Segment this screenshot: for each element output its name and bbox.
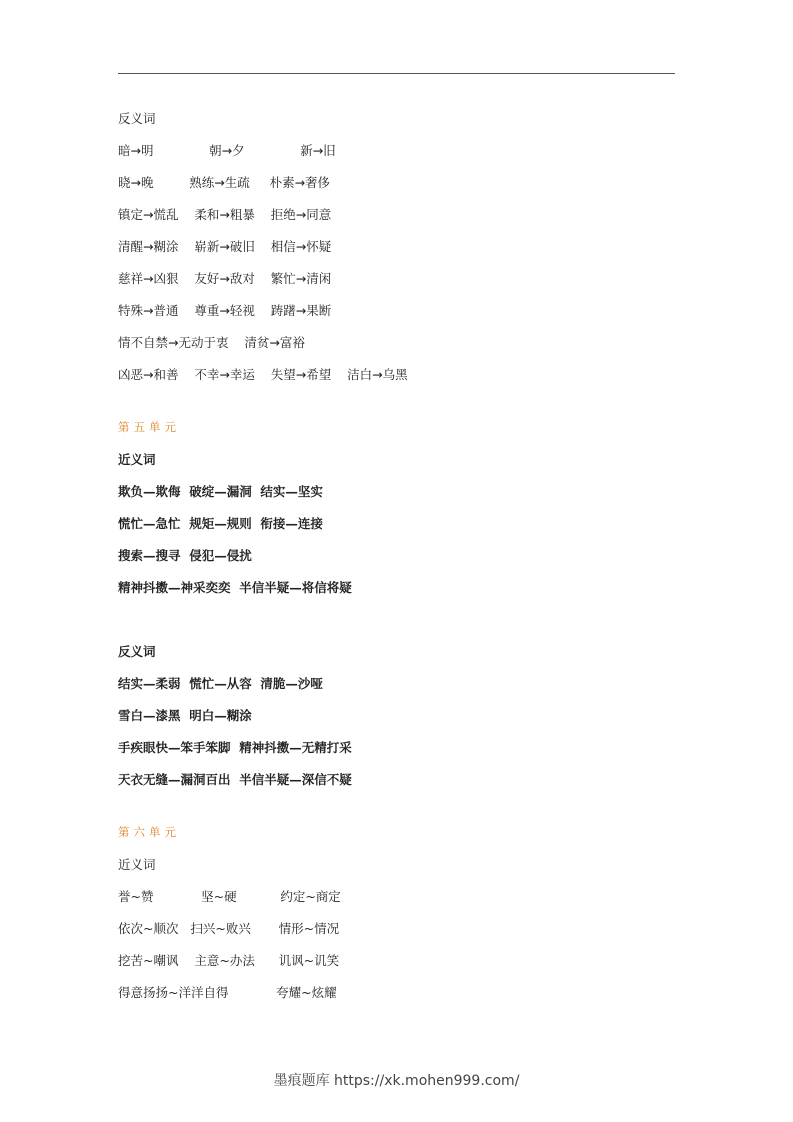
unit4-antonym-line-2: 晓→晚 熟练→生疏 朴素→奢侈 [118, 175, 331, 190]
unit5-synonym-line-3: 搜索—搜寻 侵犯—侵扰 [118, 548, 252, 563]
unit5-title: 第五单元 [118, 420, 180, 434]
unit4-antonym-line-8: 凶恶→和善 不幸→幸运 失望→希望 洁白→乌黑 [118, 367, 408, 382]
unit4-antonyms-heading: 反义词 [118, 111, 156, 126]
unit6-synonym-line-3: 挖苦~嘲讽 主意~办法 讥讽~讥笑 [118, 953, 340, 968]
unit5-synonym-line-2: 慌忙—急忙 规矩—规则 衔接—连接 [118, 516, 323, 531]
header-rule [118, 73, 675, 74]
unit5-synonyms-heading: 近义词 [118, 452, 156, 467]
unit5-antonym-line-3: 手疾眼快—笨手笨脚 精神抖擞—无精打采 [118, 740, 352, 755]
unit4-antonym-line-3: 镇定→慌乱 柔和→粗暴 拒绝→同意 [118, 207, 332, 222]
unit4-antonym-line-4: 清醒→糊涂 崭新→破旧 相信→怀疑 [118, 239, 332, 254]
unit6-synonym-line-2: 依次~顺次 扫兴~败兴 情形~情况 [118, 921, 340, 936]
unit4-antonym-line-6: 特殊→普通 尊重→轻视 踌躇→果断 [118, 303, 332, 318]
unit4-antonym-line-1: 暗→明 朝→夕 新→旧 [118, 143, 336, 158]
unit5-antonym-line-2: 雪白—漆黑 明白—糊涂 [118, 708, 252, 723]
unit6-synonym-line-4: 得意扬扬~洋洋自得 夸耀~炫耀 [118, 985, 337, 1000]
unit5-antonyms-heading: 反义词 [118, 644, 156, 659]
unit6-synonyms-heading: 近义词 [118, 857, 156, 872]
unit5-synonym-line-4: 精神抖擞—神采奕奕 半信半疑—将信将疑 [118, 580, 352, 595]
unit6-title: 第六单元 [118, 825, 180, 839]
unit5-synonym-line-1: 欺负—欺侮 破绽—漏洞 结实—坚实 [118, 484, 323, 499]
unit4-antonym-line-7: 情不自禁→无动于衷 清贫→富裕 [118, 335, 305, 350]
unit4-antonym-line-5: 慈祥→凶狠 友好→敌对 繁忙→清闲 [118, 271, 332, 286]
footer-watermark: 墨痕题库 https://xk.mohen999.com/ [273, 1073, 520, 1089]
unit6-synonym-line-1: 誉~赞 坚~硬 约定~商定 [118, 889, 341, 904]
unit5-antonym-line-1: 结实—柔弱 慌忙—从容 清脆—沙哑 [118, 676, 323, 691]
unit5-antonym-line-4: 天衣无缝—漏洞百出 半信半疑—深信不疑 [118, 772, 352, 787]
